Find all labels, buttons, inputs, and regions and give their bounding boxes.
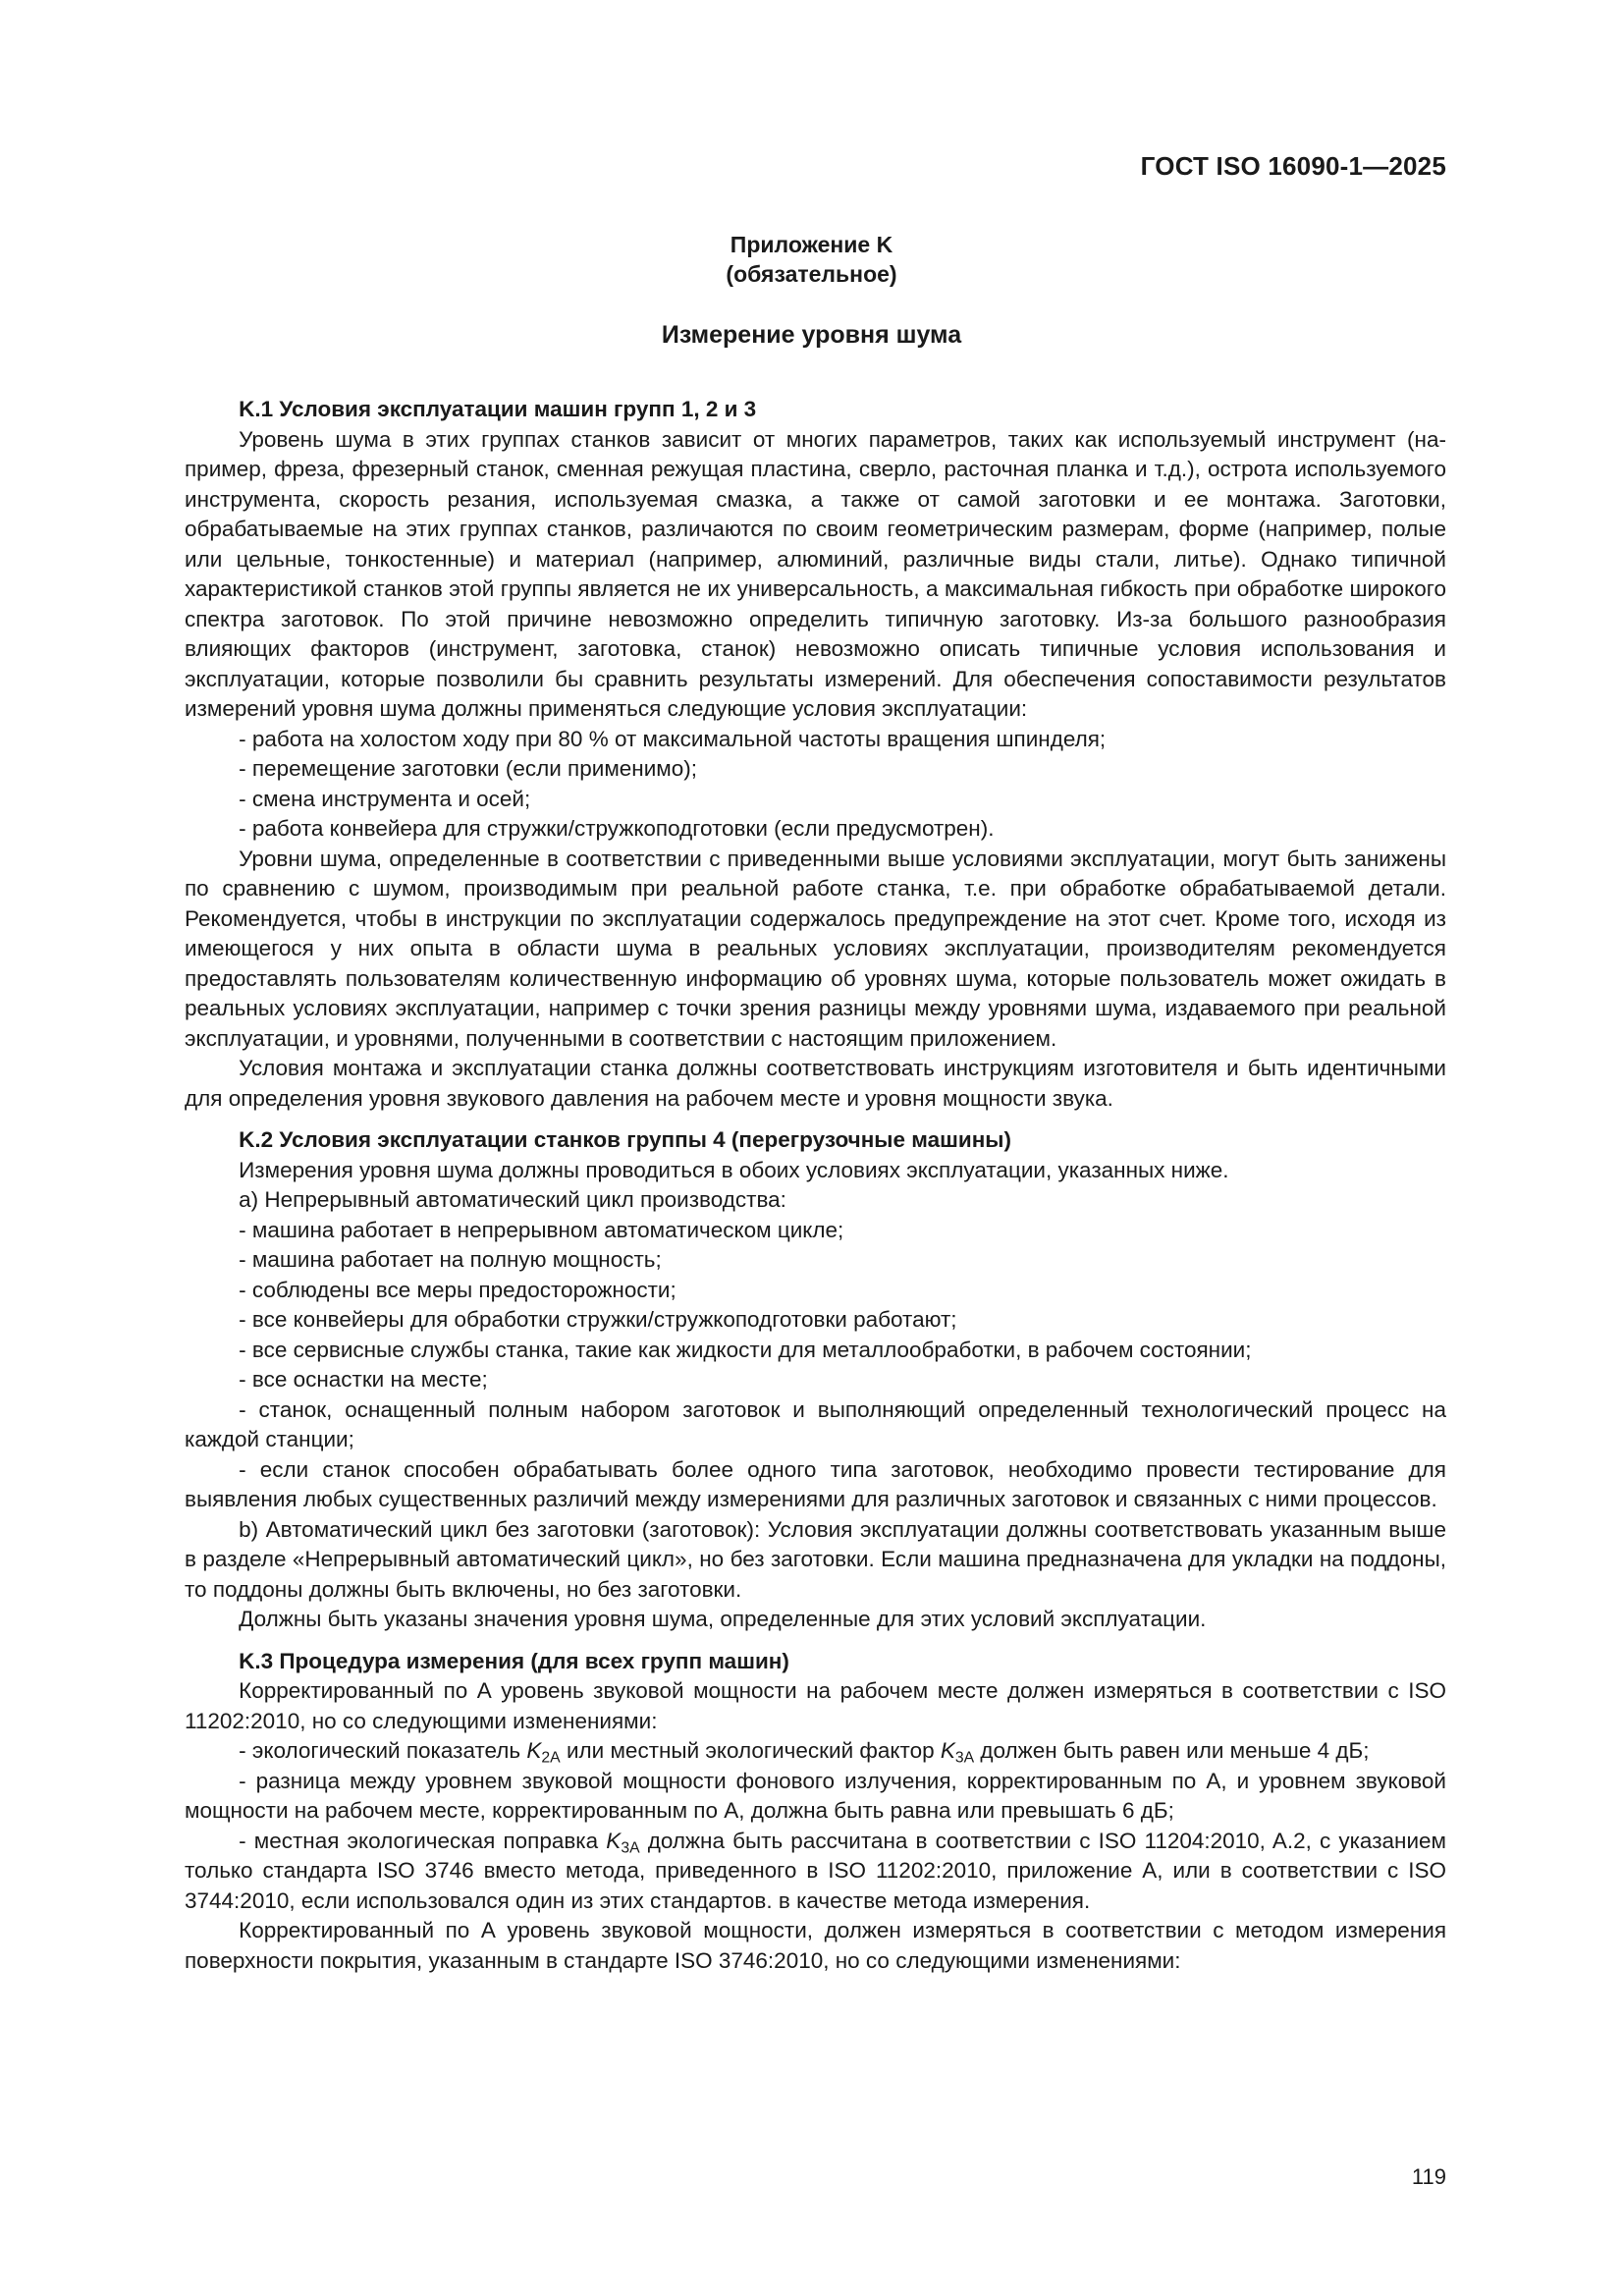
symbol-k: K: [526, 1738, 542, 1763]
text-run: должна быть рассчитана в соответствии с ISO 11204:2010, A.2, с указанием только стандарта ISO 3746 вместо метода, приведенного в ISO 11202:2010, приложение A, или в соответствии с ISO 3744:2010, если использовался один из этих стандартов. в качестве метода измерения.: [185, 1828, 1446, 1913]
symbol-k: K: [606, 1828, 622, 1853]
paragraph: Должны быть указаны значения уровня шума, определенные для этих условий эксплуатации.: [239, 1607, 1207, 1631]
list-item: - машина работает в непрерывном автоматическом цикле;: [239, 1217, 844, 1242]
section-heading-k2: K.2 Условия эксплуатации станков группы 4 (перегрузочные машины): [239, 1127, 1012, 1152]
page-number: 119: [1411, 2164, 1446, 2189]
list-item: - работа на холостом ходу при 80 % от максимальной частоты вращения шпинделя;: [239, 726, 1107, 751]
list-item: [185, 1827, 1446, 1917]
paragraph: b) Автоматический цикл без заготовки (заготовок): Условия эксплуатации должны соответствовать указанным выше в разделе «Непрерывный автоматический цикл», но без заготовки. Если машина предназначена для укладки на поддоны, то поддоны должны быть включены, но без заготовки.: [185, 1516, 1446, 1602]
list-item: - все сервисные службы станка, такие как жидкости для металлообработки, в рабочем состоянии;: [239, 1337, 1252, 1362]
list-item: - все оснастки на месте;: [239, 1367, 488, 1392]
text-run: - экологический показатель: [239, 1738, 527, 1763]
list-item: - смена инструмента и осей;: [239, 786, 531, 811]
section-heading-k1: K.1 Условия эксплуатации машин групп 1, 2 и 3: [239, 397, 757, 421]
text-run: должен быть равен или меньше 4 дБ;: [974, 1738, 1370, 1763]
list-item: [185, 1736, 1446, 1767]
annex-heading: [0, 230, 1623, 289]
paragraph: Измерения уровня шума должны проводиться в обоих условиях эксплуатации, указанных ниже.: [239, 1157, 1229, 1182]
list-item: - все конвейеры для обработки стружки/стружкоподготовки работают;: [239, 1307, 957, 1332]
list-item: - машина работает на полную мощность;: [239, 1247, 662, 1272]
paragraph: Корректированный по А уровень звуковой мощности на рабочем месте должен измеряться в соответствии с ISO 11202:2010, но со следующими изменениями:: [185, 1678, 1446, 1733]
symbol-subscript: 3A: [621, 1839, 640, 1857]
annex-label: Приложение K: [730, 232, 893, 257]
list-heading: a) Непрерывный автоматический цикл производства:: [239, 1187, 786, 1212]
paragraph: Условия монтажа и эксплуатации станка должны соответствовать инструкциям изготовителя и быть идентичными для определения уровня звукового давления на рабочем месте и уровня мощности звука.: [185, 1056, 1446, 1111]
list-item: - станок, оснащенный полным набором заготовок и выполняющий определенный технологический процесс на каждой станции;: [185, 1396, 1446, 1451]
annex-title: Измерение уровня шума: [661, 321, 962, 349]
list-item: - если станок способен обрабатывать более одного типа заготовок, необходимо провести тестирование для выявления любых существенных различий между измерениями для различных заготовок и связанных с ними процессов.: [185, 1456, 1446, 1511]
list-item: - соблюдены все меры предосторожности;: [239, 1277, 676, 1302]
document-code: ГОСТ ISO 16090-1—2025: [1140, 151, 1446, 181]
annex-status: (обязательное): [726, 261, 897, 287]
paragraph: Корректированный по А уровень звуковой мощности, должен измеряться в соответствии с методом измерения поверхности покрытия, указанным в стандарте ISO 3746:2010, но со следующими изменениями:: [185, 1918, 1446, 1973]
text-run: - местная экологическая поправка: [239, 1828, 607, 1853]
symbol-subscript: 3A: [954, 1749, 975, 1767]
section-heading-k3: K.3 Процедура измерения (для всех групп машин): [239, 1648, 789, 1673]
text-run: или местный экологический фактор: [560, 1738, 941, 1763]
list-item: - перемещение заготовки (если применимо);: [239, 756, 698, 781]
paragraph: Уровни шума, определенные в соответствии с приведенными выше условиями эксплуатации, могут быть занижены по сравнению с шумом, производимым при реальной работе станка, т.е. при обработке обрабатываемой детали. Рекомендуется, чтобы в инструкции по эксплуатации содержалось предупреждение на этот счет. Кроме того, исходя из имеющегося у них опыта в области шума в реальных условиях эксплуатации, производителям рекомендуется предоставлять пользователям количественную информацию об уровнях шума, которые пользователь может ожидать в реальных условиях эксплуатации, например с точки зрения разницы между уровнями шума, издаваемого при реальной эксплуатации, и уровнями, полученными в соответствии с настоящим приложением.: [185, 846, 1446, 1051]
symbol-subscript: 2A: [541, 1749, 561, 1767]
paragraph: Уровень шума в этих группах станков зависит от многих параметров, таких как используемый инструмент (например, фреза, фрезерный станок, сменная режущая пластина, сверло, расточная планка и т.д.), острота используемого инструмента, скорость резания, используемая смазка, а также от самой заготовки и ее монтажа. Заготовки, обрабатываемые на этих группах станков, различаются по своим геометрическим размерам, форме (например, полые или цельные, тонкостенные) и материал (например, алюминий, различные виды стали, литье). Однако типичной характеристикой станков этой группы является не их универсальность, а максимальная гибкость при обработке широкого спектра заготовок. По этой причине невозможно определить типичную заготовку. Из-за большого разнообразия влияющих факторов (инструмент, заготовка, станок) невозможно описать типичные условия использования и эксплуатации, которые позволили бы сравнить результаты измерений. Для обеспечения сопоставимости результатов измерений уровня шума должны применяться следующие условия эксплуатации:: [185, 426, 1446, 721]
list-item: - разница между уровнем звуковой мощности фонового излучения, корректированным по А, и уровнем звуковой мощности на рабочем месте, корректированным по А, должна быть равна или превышать 6 дБ;: [185, 1768, 1446, 1823]
list-item: - работа конвейера для стружки/стружкоподготовки (если предусмотрен).: [239, 816, 995, 841]
document-body: [185, 395, 1446, 1976]
symbol-k: K: [940, 1738, 955, 1763]
